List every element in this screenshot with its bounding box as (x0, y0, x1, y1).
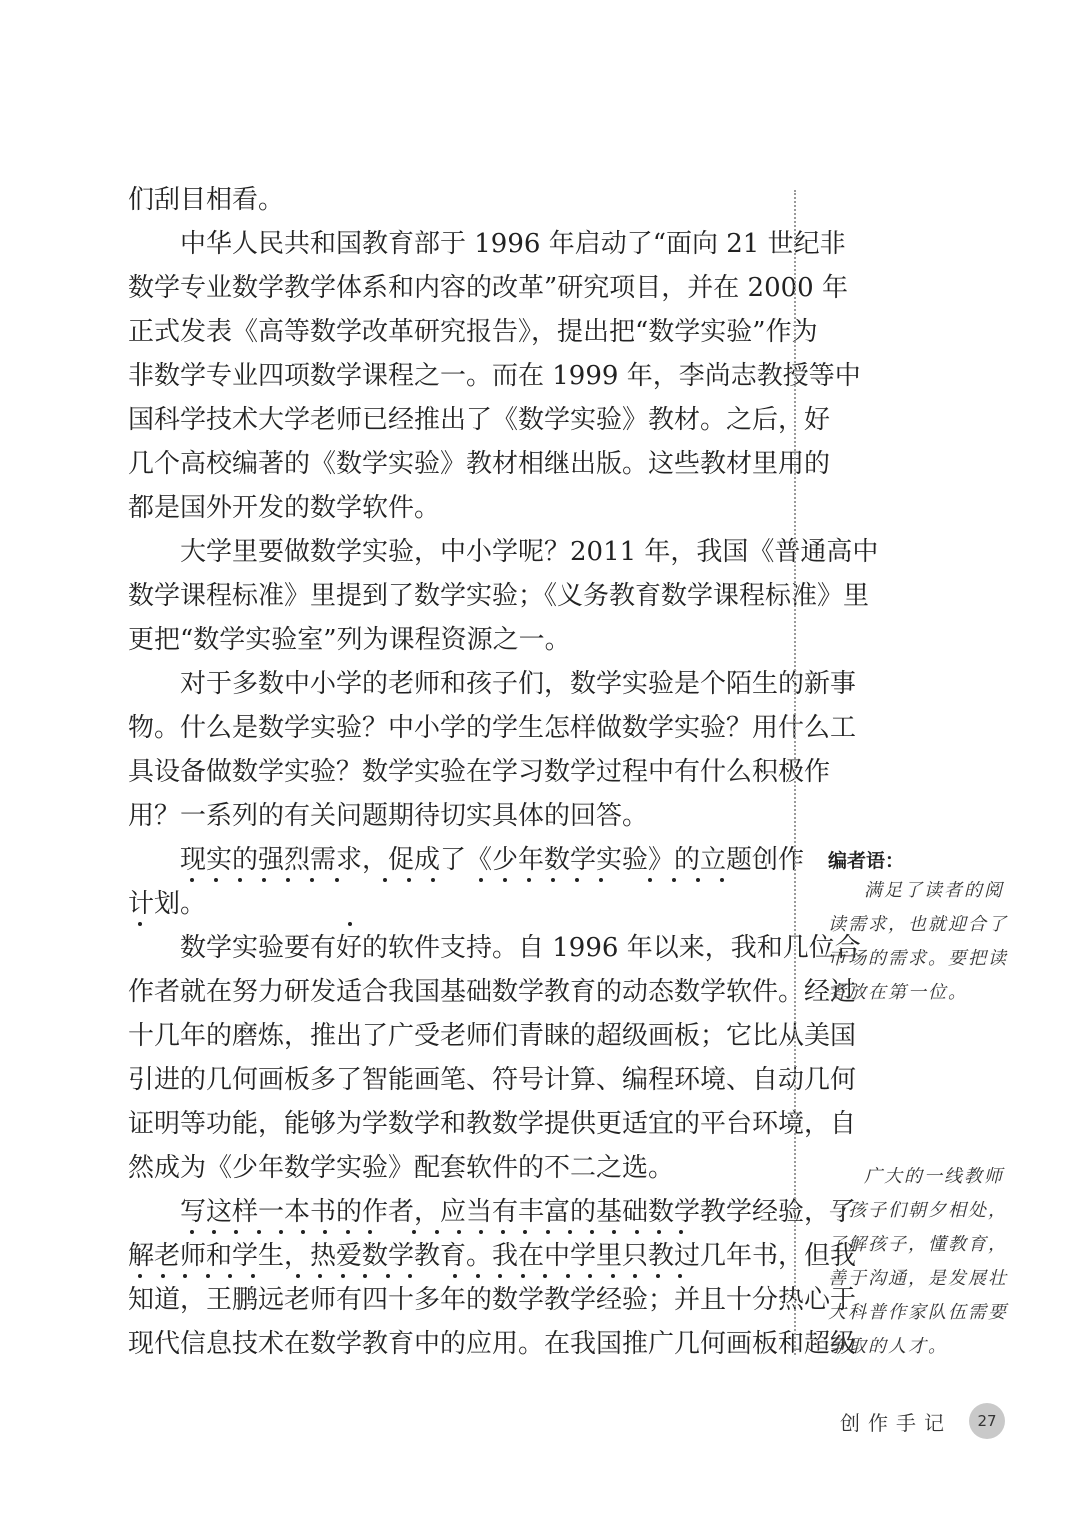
note-line: 者放在第一位。 (828, 982, 968, 1003)
note-line: 争取的人才。 (828, 1336, 948, 1357)
text-line: 非数学专业四项数学课程之一。而在 1999 年，李尚志教授等中 (128, 361, 861, 391)
text-line: 数学课程标准》里提到了数学实验；《义务教育数学课程标准》里 (128, 581, 870, 611)
text-line: 几个高校编著的《数学实验》教材相继出版。这些教材里用的 (128, 449, 831, 479)
text-line: 数学实验要有好的软件支持。自 1996 年以来，我和几位合 (128, 933, 861, 963)
editor-note-2 (828, 1160, 1006, 1364)
sidebar-heading: 编者语： (828, 850, 905, 872)
text-line: 作者就在努力研发适合我国基础数学教育的动态数学软件。经过 (128, 977, 857, 1007)
note-line: 了解孩子，懂教育， (828, 1234, 1008, 1255)
text-line-emphasized: 计划。 (128, 882, 768, 926)
text-line: 数学专业数学教学体系和内容的改革”研究项目，并在 2000 年 (128, 273, 848, 303)
note-line: 广大的一线教师 (864, 1166, 1004, 1187)
text-line: 正式发表《高等数学改革研究报告》，提出把“数学实验”作为 (128, 317, 818, 347)
text-line: 大学里要做数学实验，中小学呢？2011 年，我国《普通高中 (128, 537, 879, 567)
text-line: 中华人民共和国教育部于 1996 年启动了“面向 21 世纪非 (128, 229, 846, 259)
text-line-emphasized: 现实的强烈需求，促成了《少年数学实验》的立题创作 (128, 838, 768, 882)
text-line: 用？一系列的有关问题期待切实具体的回答。 (128, 801, 649, 831)
text-line: 物。什么是数学实验？中小学的学生怎样做数学实验？用什么工 (128, 713, 857, 743)
note-line: 与孩子们朝夕相处， (828, 1200, 1008, 1221)
editor-note-1 (828, 874, 1006, 1010)
text-line: 们刮目相看。 (128, 185, 285, 215)
text-line: 国科学技术大学老师已经推出了《数学实验》教材。之后，好 (128, 405, 831, 435)
note-line: 大科普作家队伍需要 (828, 1302, 1008, 1323)
text-line: 知道，王鹏远老师有四十多年的数学教学经验；并且十分热心于 (128, 1285, 857, 1315)
page-number: 27 (969, 1403, 1005, 1439)
note-line: 市场的需求。要把读 (828, 948, 1008, 969)
text-line: 具设备做数学实验？数学实验在学习数学过程中有什么积极作 (128, 757, 831, 787)
text-line: 都是国外开发的数学软件。 (128, 493, 441, 523)
margin-divider (794, 190, 796, 1355)
text-line-emphasized: 解老师和学生，热爱数学教育。我在中学里只教过几年书，但我 (128, 1234, 768, 1278)
footer-section-title: 创作手记 (840, 1411, 952, 1435)
text-line: 更把“数学实验室”列为课程资源之一。 (128, 625, 571, 655)
text-line-emphasized: 写这样一本书的作者，应当有丰富的基础数学教学经验，了 (128, 1190, 768, 1234)
text-line: 对于多数中小学的老师和孩子们，数学实验是个陌生的新事 (128, 669, 857, 699)
note-line: 满足了读者的阅 (864, 880, 1004, 901)
text-line: 证明等功能，能够为学数学和教数学提供更适宜的平台环境，自 (128, 1109, 857, 1139)
text-line: 引进的几何画板多了智能画笔、符号计算、编程环境、自动几何 (128, 1065, 857, 1095)
text-line: 然成为《少年数学实验》配套软件的不二之选。 (128, 1153, 675, 1183)
note-line: 读需求，也就迎合了 (828, 914, 1008, 935)
note-line: 善于沟通，是发展壮 (828, 1268, 1008, 1289)
text-line: 十几年的磨炼，推出了广受老师们青睐的超级画板；它比从美国 (128, 1021, 857, 1051)
text-line: 现代信息技术在数学教育中的应用。在我国推广几何画板和超级 (128, 1329, 857, 1359)
